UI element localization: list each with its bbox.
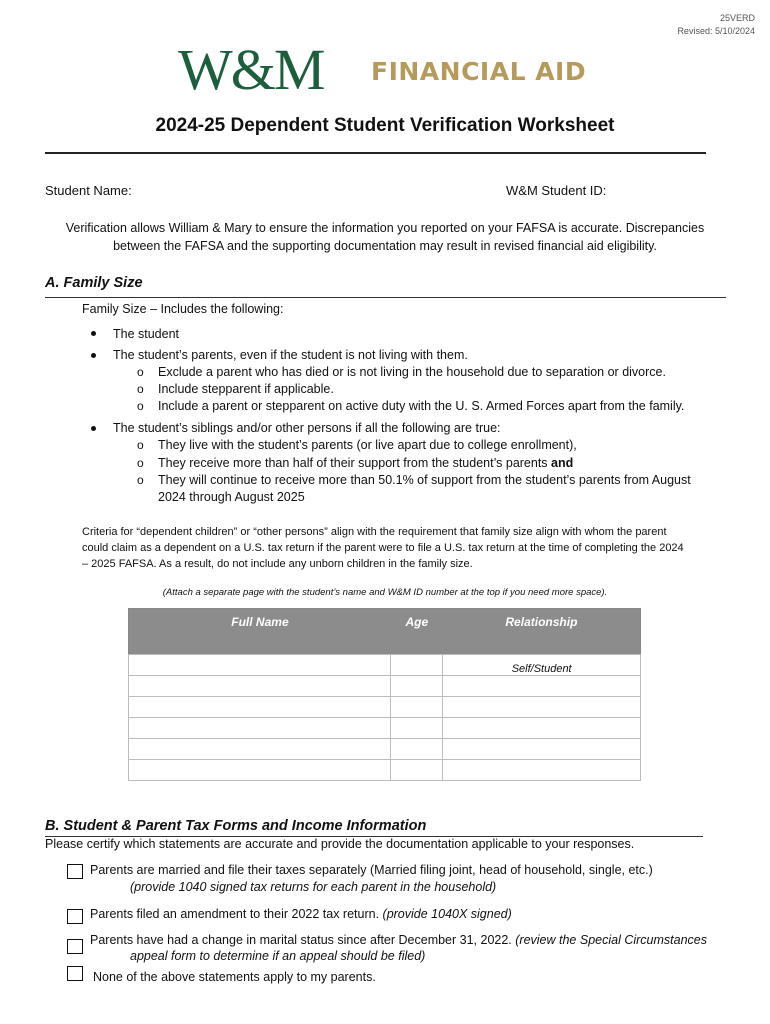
section-b-lead: Please certify which statements are accurate and provide the documentation applicable to your responses.	[45, 837, 635, 851]
relationship-cell[interactable]	[443, 739, 641, 760]
intro-line-2: between the FAFSA and the supporting documentation may result in revised financial aid eligibility.	[113, 239, 657, 253]
option-none-apply: None of the above statements apply to my parents.	[93, 970, 376, 984]
circle-bullet-icon: o	[137, 365, 144, 379]
option-amendment	[90, 906, 512, 922]
circle-bullet-icon: o	[137, 438, 144, 452]
sub-bullet-live-with: They live with the student’s parents (or live apart due to college enrollment),	[158, 438, 577, 452]
relationship-cell[interactable]: Self/Student	[443, 655, 641, 676]
section-a-heading: A. Family Size	[45, 275, 143, 291]
section-b-heading: B. Student & Parent Tax Forms and Income Information	[45, 818, 427, 834]
option-marital-change-line-1	[90, 932, 707, 948]
criteria-line-3: – 2025 FAFSA. As a result, do not include any unborn children in the family size.	[82, 558, 473, 570]
checkbox-amendment[interactable]	[67, 909, 83, 924]
revised-date: Revised: 5/10/2024	[677, 26, 755, 36]
title-divider	[45, 152, 706, 154]
relationship-cell[interactable]	[443, 697, 641, 718]
sub-bullet-stepparent: Include stepparent if applicable.	[158, 382, 334, 396]
student-id-label: W&M Student ID:	[506, 183, 607, 198]
checkbox-marital-change[interactable]	[67, 939, 83, 954]
name-cell[interactable]	[129, 655, 391, 676]
option-married-separate	[90, 862, 653, 895]
option-marital-change-text: Parents have had a change in marital status since after December 31, 2022.	[90, 933, 516, 947]
family-size-lead: Family Size – Includes the following:	[82, 302, 284, 316]
table-row	[129, 739, 641, 760]
checkbox-married-separate[interactable]	[67, 864, 83, 879]
column-header-full-name: Full Name	[129, 609, 391, 655]
and-emphasis: and	[551, 456, 574, 470]
circle-bullet-icon: o	[137, 399, 144, 413]
wm-logo: W&M	[178, 37, 324, 102]
sub-bullet-exclude: Exclude a parent who has died or is not living in the household due to separation or divorce.	[158, 365, 666, 379]
student-id-field[interactable]	[612, 180, 722, 200]
table-row	[129, 697, 641, 718]
bullet-siblings: The student’s siblings and/or other persons if all the following are true:	[113, 421, 501, 435]
column-header-age: Age	[391, 609, 443, 655]
column-header-relationship: Relationship	[443, 609, 641, 655]
circle-bullet-icon: o	[137, 456, 144, 470]
circle-bullet-icon: o	[137, 473, 144, 487]
intro-paragraph	[45, 219, 725, 255]
option-married-separate-text: Parents are married and file their taxes separately (Married filing joint, head of household, single, etc.)	[90, 863, 653, 877]
name-cell[interactable]	[129, 760, 391, 781]
bullet-student: The student	[113, 327, 180, 341]
page-title: 2024-25 Dependent Student Verification Worksheet	[155, 115, 615, 136]
form-meta	[677, 12, 755, 38]
relationship-cell[interactable]	[443, 676, 641, 697]
age-cell[interactable]	[391, 655, 443, 676]
section-a-divider	[45, 297, 726, 298]
age-cell[interactable]	[391, 760, 443, 781]
circle-bullet-icon: o	[137, 382, 144, 396]
relationship-cell[interactable]	[443, 718, 641, 739]
criteria-line-2: could claim as a dependent on a U.S. tax return if the parent were to file a U.S. tax return at the time of completing the 2024	[82, 542, 684, 554]
age-cell[interactable]	[391, 718, 443, 739]
age-cell[interactable]	[391, 739, 443, 760]
table-row	[129, 760, 641, 781]
sub-bullet-support	[158, 455, 573, 472]
option-married-separate-note: (provide 1040 signed tax returns for each parent in the household)	[130, 880, 497, 894]
option-marital-change	[90, 932, 707, 964]
bullet-icon	[91, 331, 96, 336]
family-members-table	[128, 608, 641, 781]
bullet-icon	[91, 426, 96, 431]
criteria-paragraph	[82, 524, 732, 572]
age-cell[interactable]	[391, 676, 443, 697]
sub-bullet-active-duty: Include a parent or stepparent on active duty with the U. S. Armed Forces apart from the family.	[158, 399, 685, 413]
bullet-parents: The student’s parents, even if the student is not living with them.	[113, 348, 468, 362]
option-amendment-text: Parents filed an amendment to their 2022 tax return.	[90, 907, 383, 921]
option-marital-change-note: (review the Special Circumstances	[515, 933, 707, 947]
intro-line-1: Verification allows William & Mary to ensure the information you reported on your FAFSA is accurate. Discrepancies	[65, 221, 705, 235]
sub-bullet-continue	[158, 472, 691, 506]
financial-aid-wordmark: FINANCIAL AID	[371, 57, 587, 86]
student-name-field[interactable]	[145, 180, 475, 200]
option-amendment-note: (provide 1040X signed)	[382, 907, 512, 921]
student-name-label: Student Name:	[45, 183, 132, 198]
table-header-row	[129, 609, 641, 655]
name-cell[interactable]	[129, 697, 391, 718]
table-row	[129, 676, 641, 697]
bullet-icon	[91, 353, 96, 358]
name-cell[interactable]	[129, 676, 391, 697]
checkbox-none-apply[interactable]	[67, 966, 83, 981]
name-cell[interactable]	[129, 718, 391, 739]
criteria-line-1: Criteria for “dependent children” or “other persons” align with the requirement that family size align with whom the parent	[82, 526, 667, 538]
support-text: They receive more than half of their support from the student’s parents	[158, 456, 552, 470]
age-cell[interactable]	[391, 697, 443, 718]
name-cell[interactable]	[129, 739, 391, 760]
table-row	[129, 655, 641, 676]
continue-line-2: 2024 through August 2025	[158, 490, 305, 504]
attach-note: (Attach a separate page with the student’s name and W&M ID number at the top if you need more space).	[162, 587, 608, 598]
continue-line-1: They will continue to receive more than 50.1% of support from the student’s parents from August	[158, 473, 691, 487]
table-row	[129, 718, 641, 739]
option-marital-change-note-2: appeal form to determine if an appeal should be filed)	[130, 949, 426, 963]
form-code: 25VERD	[719, 13, 755, 23]
relationship-cell[interactable]	[443, 760, 641, 781]
